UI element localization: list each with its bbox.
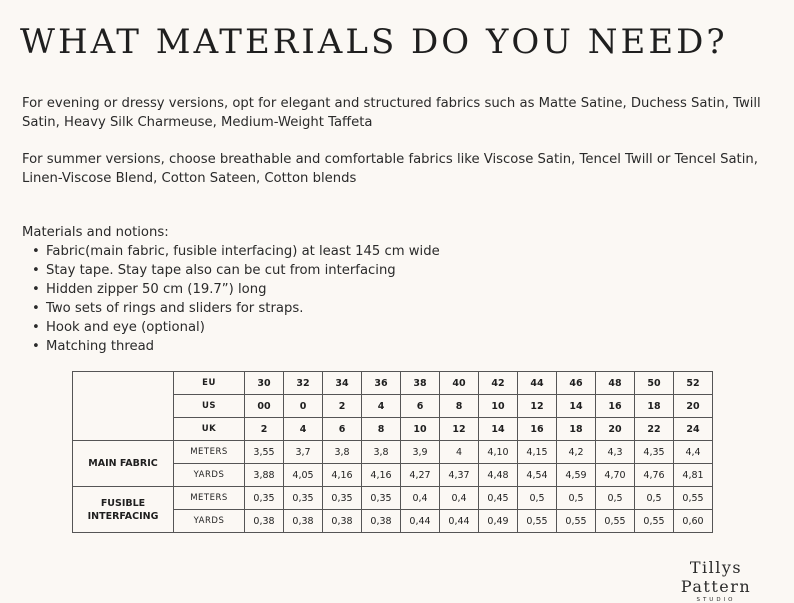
- size-cell: 2: [323, 395, 362, 418]
- size-cell: 20: [596, 418, 635, 441]
- size-cell: 8: [440, 395, 479, 418]
- size-cell: 18: [635, 395, 674, 418]
- amount-cell: 0,35: [362, 487, 401, 510]
- size-cell: 22: [635, 418, 674, 441]
- amount-cell: 0,55: [674, 487, 713, 510]
- amount-cell: 0,55: [596, 510, 635, 533]
- amount-cell: 4,16: [362, 464, 401, 487]
- size-cell: 00: [245, 395, 284, 418]
- size-cell: 12: [518, 395, 557, 418]
- amount-cell: 4,16: [323, 464, 362, 487]
- logo-name: Tillys Pattern: [680, 558, 752, 596]
- size-cell: 2: [245, 418, 284, 441]
- amount-cell: 0,44: [440, 510, 479, 533]
- amount-cell: 4: [440, 441, 479, 464]
- amount-cell: 4,48: [479, 464, 518, 487]
- summer-fabrics-paragraph: For summer versions, choose breathable and comfortable fabrics like Viscose Satin, Tencel Twill or Tencel Satin, Linen-Viscose Blend, Cotton Sateen, Cotton blends: [22, 152, 758, 186]
- amount-cell: 4,54: [518, 464, 557, 487]
- logo-subtitle: STUDIO: [696, 597, 736, 603]
- unit-label: YARDS: [174, 464, 245, 487]
- size-cell: 48: [596, 372, 635, 395]
- amount-cell: 0,5: [635, 487, 674, 510]
- unit-label: METERS: [174, 487, 245, 510]
- notes-title: Materials and notions:: [22, 225, 169, 240]
- amount-cell: 4,35: [635, 441, 674, 464]
- list-item: • Two sets of rings and sliders for straps.: [22, 299, 440, 318]
- amount-cell: 4,15: [518, 441, 557, 464]
- list-item: • Fabric(main fabric, fusible interfacing) at least 145 cm wide: [22, 242, 440, 261]
- amount-cell: 0,35: [284, 487, 323, 510]
- size-cell: 0: [284, 395, 323, 418]
- amount-cell: 4,27: [401, 464, 440, 487]
- size-cell: 50: [635, 372, 674, 395]
- list-item: • Stay tape. Stay tape also can be cut from interfacing: [22, 261, 440, 280]
- size-cell: 34: [323, 372, 362, 395]
- amount-cell: 0,4: [440, 487, 479, 510]
- list-item: • Hook and eye (optional): [22, 318, 440, 337]
- size-system-label: EU: [174, 372, 245, 395]
- amount-cell: 4,2: [557, 441, 596, 464]
- page-title: WHAT MATERIALS DO YOU NEED?: [20, 22, 728, 62]
- fabric-requirements-table: [72, 371, 713, 533]
- amount-cell: 3,8: [323, 441, 362, 464]
- size-cell: 24: [674, 418, 713, 441]
- amount-cell: 4,81: [674, 464, 713, 487]
- size-cell: 20: [674, 395, 713, 418]
- size-system-label: UK: [174, 418, 245, 441]
- size-row: [73, 372, 713, 395]
- amount-cell: 3,9: [401, 441, 440, 464]
- amount-cell: 3,88: [245, 464, 284, 487]
- amount-cell: 0,38: [362, 510, 401, 533]
- amount-cell: 0,5: [557, 487, 596, 510]
- amount-cell: 0,5: [596, 487, 635, 510]
- amount-cell: 0,44: [401, 510, 440, 533]
- corner-cell: [73, 372, 174, 441]
- brand-logo: [656, 558, 776, 603]
- unit-label: YARDS: [174, 510, 245, 533]
- size-cell: 10: [479, 395, 518, 418]
- amount-cell: 0,35: [323, 487, 362, 510]
- amount-cell: 4,76: [635, 464, 674, 487]
- amount-cell: 4,10: [479, 441, 518, 464]
- table-row: [73, 487, 713, 510]
- amount-cell: 4,4: [674, 441, 713, 464]
- list-item: • Hidden zipper 50 cm (19.7”) long: [22, 280, 440, 299]
- amount-cell: 4,70: [596, 464, 635, 487]
- list-item: • Matching thread: [22, 337, 440, 356]
- size-cell: 4: [284, 418, 323, 441]
- size-cell: 8: [362, 418, 401, 441]
- amount-cell: 4,59: [557, 464, 596, 487]
- evening-fabrics-paragraph: For evening or dressy versions, opt for elegant and structured fabrics such as Matte Satine, Duchess Satin, Twill Satin, Heavy Silk Charmeuse, Medium-Weight Taffeta: [22, 96, 761, 130]
- size-cell: 4: [362, 395, 401, 418]
- notions-list: [22, 242, 440, 356]
- amount-cell: 0,55: [557, 510, 596, 533]
- size-cell: 46: [557, 372, 596, 395]
- size-cell: 44: [518, 372, 557, 395]
- size-cell: 30: [245, 372, 284, 395]
- size-cell: 38: [401, 372, 440, 395]
- size-cell: 52: [674, 372, 713, 395]
- group-label: FUSIBLE INTERFACING: [73, 487, 174, 533]
- size-system-label: US: [174, 395, 245, 418]
- size-cell: 42: [479, 372, 518, 395]
- amount-cell: 4,37: [440, 464, 479, 487]
- amount-cell: 3,7: [284, 441, 323, 464]
- amount-cell: 4,05: [284, 464, 323, 487]
- amount-cell: 0,35: [245, 487, 284, 510]
- amount-cell: 0,38: [284, 510, 323, 533]
- amount-cell: 0,55: [635, 510, 674, 533]
- amount-cell: 3,55: [245, 441, 284, 464]
- size-cell: 14: [557, 395, 596, 418]
- size-cell: 16: [596, 395, 635, 418]
- amount-cell: 0,45: [479, 487, 518, 510]
- size-cell: 32: [284, 372, 323, 395]
- amount-cell: 3,8: [362, 441, 401, 464]
- amount-cell: 0,49: [479, 510, 518, 533]
- size-cell: 14: [479, 418, 518, 441]
- amount-cell: 0,55: [518, 510, 557, 533]
- amount-cell: 0,4: [401, 487, 440, 510]
- size-cell: 16: [518, 418, 557, 441]
- amount-cell: 0,60: [674, 510, 713, 533]
- size-cell: 36: [362, 372, 401, 395]
- size-cell: 6: [401, 395, 440, 418]
- amount-cell: 4,3: [596, 441, 635, 464]
- size-cell: 12: [440, 418, 479, 441]
- group-label: MAIN FABRIC: [73, 441, 174, 487]
- table-row: [73, 441, 713, 464]
- size-cell: 40: [440, 372, 479, 395]
- unit-label: METERS: [174, 441, 245, 464]
- size-cell: 10: [401, 418, 440, 441]
- size-cell: 6: [323, 418, 362, 441]
- amount-cell: 0,38: [245, 510, 284, 533]
- size-cell: 18: [557, 418, 596, 441]
- amount-cell: 0,5: [518, 487, 557, 510]
- amount-cell: 0,38: [323, 510, 362, 533]
